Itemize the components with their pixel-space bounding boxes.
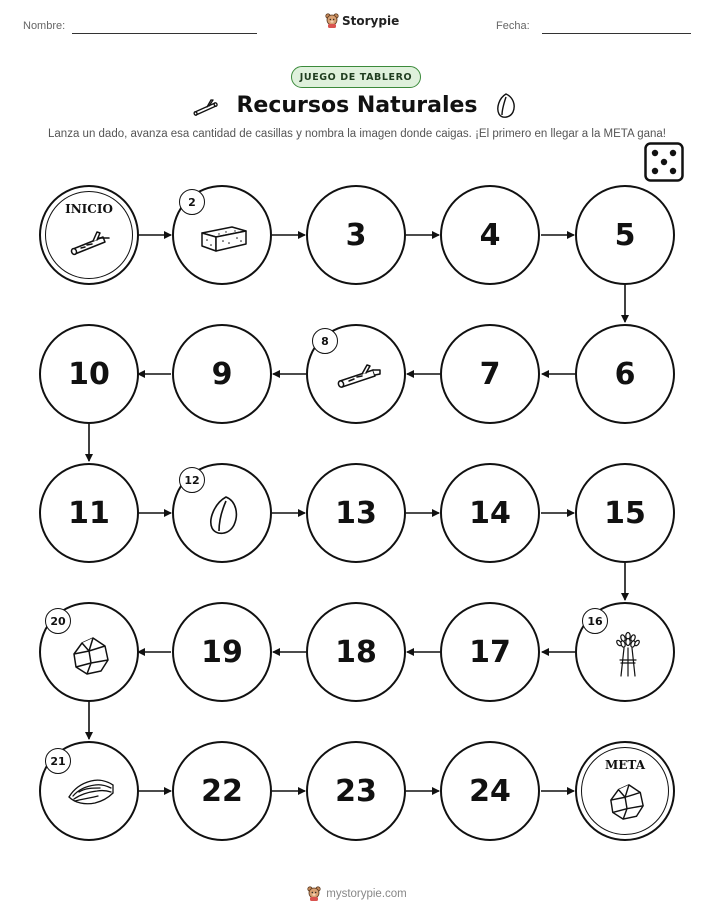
clay-brick-icon xyxy=(199,221,249,253)
cell-number-badge: 2 xyxy=(179,189,205,215)
start-label: INICIO xyxy=(65,202,113,216)
board-cell-15[interactable] xyxy=(575,463,675,563)
board-cell-6[interactable] xyxy=(575,324,675,424)
cell-number: 7 xyxy=(479,356,501,392)
seed-icon xyxy=(207,495,241,537)
goal-label: META xyxy=(604,758,645,772)
board-cell-3[interactable] xyxy=(306,185,406,285)
board-cell-goal[interactable] xyxy=(575,741,675,841)
board-cell-24[interactable] xyxy=(440,741,540,841)
cell-number: 4 xyxy=(479,217,501,253)
cell-number: 11 xyxy=(68,495,110,531)
board-cell-start[interactable] xyxy=(39,185,139,285)
page-title: Recursos Naturales xyxy=(236,93,478,118)
cell-number-badge: 16 xyxy=(582,608,608,634)
cell-number-badge: 21 xyxy=(45,748,71,774)
cell-number: 19 xyxy=(201,634,243,670)
board-cell-5[interactable] xyxy=(575,185,675,285)
cell-number: 17 xyxy=(469,634,511,670)
board-cell-18[interactable] xyxy=(306,602,406,702)
board-cell-13[interactable] xyxy=(306,463,406,563)
instructions-text: Lanza un dado, avanza esa cantidad de casillas y nombra la imagen donde caigas. ¡El primero en llegar a la META gana! xyxy=(48,128,666,140)
board-cell-19[interactable] xyxy=(172,602,272,702)
board-cell-23[interactable] xyxy=(306,741,406,841)
board-cell-11[interactable] xyxy=(39,463,139,563)
cell-number: 15 xyxy=(604,495,646,531)
footer xyxy=(0,886,714,901)
footer-url[interactable]: mystorypie.com xyxy=(326,887,407,900)
stick-icon xyxy=(69,229,113,259)
board-cell-17[interactable] xyxy=(440,602,540,702)
board-cell-10[interactable] xyxy=(39,324,139,424)
cell-number: 6 xyxy=(614,356,636,392)
board-cell-9[interactable] xyxy=(172,324,272,424)
cell-number: 14 xyxy=(469,495,511,531)
fiber-icon xyxy=(65,775,117,813)
stick-icon xyxy=(335,362,383,392)
wheat-icon xyxy=(614,630,642,680)
board-cell-22[interactable] xyxy=(172,741,272,841)
cell-number: 13 xyxy=(335,495,377,531)
board-cell-4[interactable] xyxy=(440,185,540,285)
game-type-badge: JUEGO DE TABLERO xyxy=(291,66,421,88)
brand-name: Storypie xyxy=(342,13,400,28)
board-cell-7[interactable] xyxy=(440,324,540,424)
name-label: Nombre: xyxy=(23,20,66,32)
cell-number: 10 xyxy=(68,356,110,392)
date-label: Fecha: xyxy=(496,20,530,32)
cell-number: 3 xyxy=(345,217,367,253)
cell-number: 18 xyxy=(335,634,377,670)
cell-number: 24 xyxy=(469,773,511,809)
flint-stone-icon xyxy=(71,636,111,676)
cell-number: 22 xyxy=(201,773,243,809)
flint-stone-icon xyxy=(608,783,646,821)
cell-number-badge: 20 xyxy=(45,608,71,634)
cell-number: 23 xyxy=(335,773,377,809)
cell-number-badge: 8 xyxy=(312,328,338,354)
board-cell-14[interactable] xyxy=(440,463,540,563)
cell-number: 5 xyxy=(614,217,636,253)
cell-number: 9 xyxy=(211,356,233,392)
bear-mascot-icon xyxy=(307,886,321,901)
cell-number-badge: 12 xyxy=(179,467,205,493)
